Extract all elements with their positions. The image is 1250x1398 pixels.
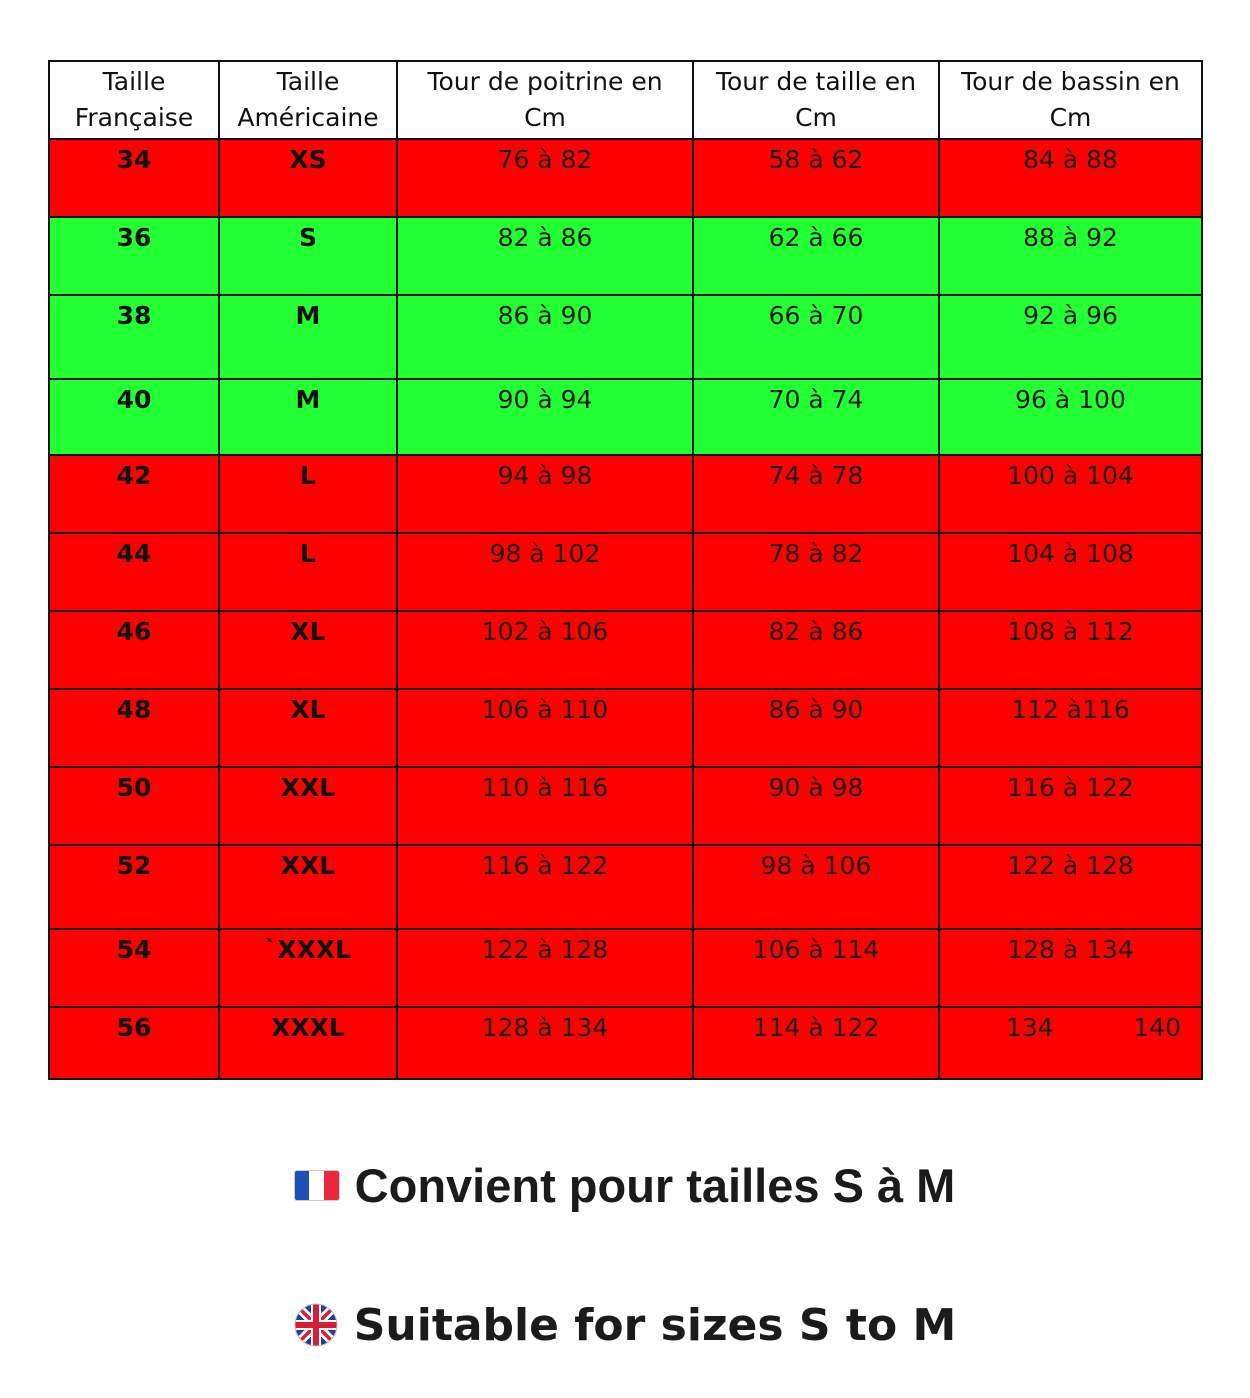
- cell-waist: 82 à 86: [693, 611, 939, 689]
- cell-hips: 84 à 88: [939, 139, 1202, 217]
- uk-flag-icon: [294, 1303, 338, 1347]
- cell-french-size: 44: [49, 533, 219, 611]
- size-chart-table: [48, 60, 1203, 1080]
- table-header: [49, 61, 1202, 139]
- cell-chest: 94 à 98: [397, 455, 693, 533]
- cell-hips: 112 à116: [939, 689, 1202, 767]
- cell-chest: 90 à 94: [397, 379, 693, 455]
- cell-chest: 76 à 82: [397, 139, 693, 217]
- cell-french-size: 56: [49, 1007, 219, 1079]
- table-row: [49, 217, 1202, 295]
- cell-french-size: 40: [49, 379, 219, 455]
- cell-hips: 104 à 108: [939, 533, 1202, 611]
- cell-hips: 122 à 128: [939, 845, 1202, 929]
- footer-french: [0, 1152, 1250, 1218]
- header-waist: [693, 61, 939, 139]
- cell-chest: 128 à 134: [397, 1007, 693, 1079]
- footer-french-text: Convient pour tailles S à M: [354, 1158, 956, 1212]
- header-line: Taille: [276, 67, 340, 96]
- cell-american-size: XXL: [219, 845, 397, 929]
- cell-american-size: `XXXL: [219, 929, 397, 1007]
- range-start: 134: [1006, 1013, 1054, 1042]
- cell-french-size: 42: [49, 455, 219, 533]
- cell-hips: [939, 1007, 1202, 1079]
- cell-french-size: 52: [49, 845, 219, 929]
- header-line: Tour de poitrine en: [427, 67, 663, 96]
- range-end: 140: [1133, 1013, 1181, 1042]
- cell-french-size: 50: [49, 767, 219, 845]
- cell-hips: 108 à 112: [939, 611, 1202, 689]
- header-line: Taille: [102, 67, 166, 96]
- cell-waist: 58 à 62: [693, 139, 939, 217]
- cell-hips: 96 à 100: [939, 379, 1202, 455]
- cell-chest: 98 à 102: [397, 533, 693, 611]
- cell-waist: 114 à 122: [693, 1007, 939, 1079]
- cell-chest: 122 à 128: [397, 929, 693, 1007]
- cell-waist: 70 à 74: [693, 379, 939, 455]
- cell-french-size: 46: [49, 611, 219, 689]
- footer-english: [0, 1290, 1250, 1360]
- cell-french-size: 54: [49, 929, 219, 1007]
- table-row: [49, 455, 1202, 533]
- cell-chest: 86 à 90: [397, 295, 693, 379]
- table-row: [49, 1007, 1202, 1079]
- header-line: Française: [74, 103, 194, 132]
- cell-chest: 106 à 110: [397, 689, 693, 767]
- cell-american-size: M: [219, 295, 397, 379]
- cell-french-size: 36: [49, 217, 219, 295]
- cell-chest: 102 à 106: [397, 611, 693, 689]
- cell-chest: 82 à 86: [397, 217, 693, 295]
- cell-hips: 88 à 92: [939, 217, 1202, 295]
- split-range: [940, 1014, 1201, 1042]
- cell-hips: 92 à 96: [939, 295, 1202, 379]
- table-row: [49, 379, 1202, 455]
- cell-waist: 98 à 106: [693, 845, 939, 929]
- table-row: [49, 295, 1202, 379]
- cell-american-size: XS: [219, 139, 397, 217]
- header-hips: [939, 61, 1202, 139]
- cell-american-size: XXL: [219, 767, 397, 845]
- cell-chest: 116 à 122: [397, 845, 693, 929]
- cell-french-size: 34: [49, 139, 219, 217]
- header-row: [49, 61, 1202, 139]
- cell-american-size: L: [219, 455, 397, 533]
- cell-french-size: 48: [49, 689, 219, 767]
- cell-waist: 78 à 82: [693, 533, 939, 611]
- header-line: Tour de bassin en: [961, 67, 1180, 96]
- cell-american-size: XL: [219, 611, 397, 689]
- table-row: [49, 139, 1202, 217]
- header-french-size: [49, 61, 219, 139]
- header-line: Tour de taille en: [715, 67, 917, 96]
- cell-chest: 110 à 116: [397, 767, 693, 845]
- footer-english-text: Suitable for sizes S to M: [353, 1299, 957, 1351]
- cell-american-size: L: [219, 533, 397, 611]
- table-body: [49, 139, 1202, 1079]
- cell-american-size: M: [219, 379, 397, 455]
- table-row: [49, 689, 1202, 767]
- cell-american-size: XXXL: [219, 1007, 397, 1079]
- cell-hips: 116 à 122: [939, 767, 1202, 845]
- cell-waist: 86 à 90: [693, 689, 939, 767]
- header-line: Cm: [524, 103, 566, 132]
- table-row: [49, 767, 1202, 845]
- header-line: Américaine: [237, 103, 379, 132]
- table-row: [49, 611, 1202, 689]
- cell-waist: 66 à 70: [693, 295, 939, 379]
- table-row: [49, 929, 1202, 1007]
- table-row: [49, 533, 1202, 611]
- cell-waist: 74 à 78: [693, 455, 939, 533]
- cell-waist: 90 à 98: [693, 767, 939, 845]
- cell-american-size: XL: [219, 689, 397, 767]
- header-american-size: [219, 61, 397, 139]
- header-line: Cm: [795, 103, 837, 132]
- cell-american-size: S: [219, 217, 397, 295]
- cell-waist: 106 à 114: [693, 929, 939, 1007]
- table-row: [49, 845, 1202, 929]
- cell-hips: 128 à 134: [939, 929, 1202, 1007]
- header-chest: [397, 61, 693, 139]
- cell-hips: 100 à 104: [939, 455, 1202, 533]
- france-flag-icon: [295, 1171, 339, 1200]
- cell-waist: 62 à 66: [693, 217, 939, 295]
- header-line: Cm: [1049, 103, 1092, 132]
- cell-french-size: 38: [49, 295, 219, 379]
